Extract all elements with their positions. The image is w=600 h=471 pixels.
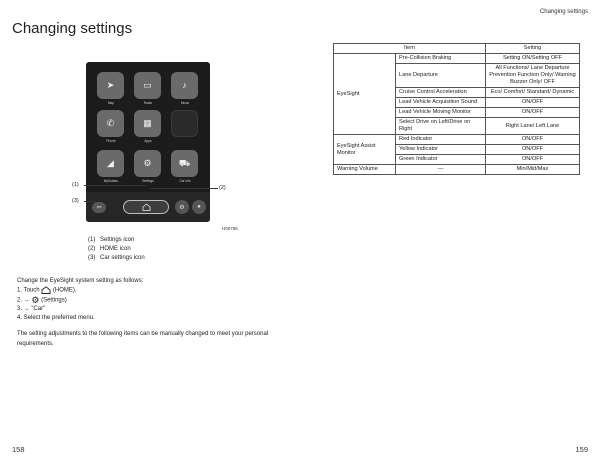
car-icon: ⛟ xyxy=(178,158,191,168)
gear-icon: ⚙ xyxy=(143,158,152,168)
instructions xyxy=(17,277,297,323)
step-1: 1. Touch (HOME). xyxy=(17,287,77,294)
gear-icon: ⚙ xyxy=(31,294,40,305)
apps-tile xyxy=(134,110,161,137)
step-2: 2. → ⚙ (Settings) xyxy=(17,294,67,305)
legend-item: (3) Car settings icon xyxy=(88,255,145,261)
table-row: Lead Vehicle Moving Monitor ON/OFF xyxy=(334,108,580,118)
table-row: Cruise Control Acceleration Eco/ Comfort/ Standard/ Dynamic xyxy=(334,88,580,98)
tile-label: Car Info xyxy=(179,179,191,183)
table-row: Lane Departure All Functions/ Lane Departure Prevention Function Only/ Warning Buzzer Only/ OFF xyxy=(334,64,580,88)
warning-volume-group: Warning Volume xyxy=(334,165,396,175)
infotainment-screen-figure xyxy=(86,62,210,222)
home-icon xyxy=(142,203,151,211)
back-arrow-icon: ⇦ xyxy=(92,202,106,213)
legend-item: (1) Settings icon xyxy=(88,237,135,243)
page-title: Changing settings xyxy=(12,20,133,37)
callout-1: (1) xyxy=(72,182,79,188)
music-tile xyxy=(171,72,198,99)
eyesight-group: EyeSight xyxy=(334,54,396,135)
home-icon xyxy=(41,286,51,294)
tile-label: Settings xyxy=(142,179,154,183)
running-header: Changing settings xyxy=(539,9,588,15)
figure-code: H00756 xyxy=(222,226,238,231)
music-icon: ♪ xyxy=(182,80,187,90)
step-4: 4. Select the preferred menu. xyxy=(17,315,95,322)
assist-monitor-group: EyeSight Assist Monitor xyxy=(334,135,396,165)
tile-label: Phone xyxy=(106,139,116,143)
callout-2-line xyxy=(150,188,218,189)
setting-header: Setting xyxy=(486,44,580,54)
radio-icon: ▭ xyxy=(143,80,152,90)
callout-3-line xyxy=(84,201,96,202)
table-row: Warning Volume — Min/Mid/Max xyxy=(334,165,580,175)
table-row: Select Drive on Left/Drive on Right Right Lane/ Left Lane xyxy=(334,118,580,135)
callout-3: (3) xyxy=(72,198,79,204)
table-row: Green Indicator ON/OFF xyxy=(334,155,580,165)
table-row: EyeSight Assist Monitor Red Indicator ON/OFF xyxy=(334,135,580,145)
car-settings-icon: ⚙ xyxy=(175,200,189,214)
step-3: 3. → "Car" xyxy=(17,306,46,313)
tile-label: MySubaru xyxy=(103,179,119,183)
table-row: Lead Vehicle Acquisition Sound ON/OFF xyxy=(334,98,580,108)
mysubaru-icon: ◢ xyxy=(107,158,114,168)
map-tile xyxy=(97,72,124,99)
phone-tile xyxy=(97,110,124,137)
settings-tile xyxy=(134,150,161,177)
table-row: Yellow Indicator ON/OFF xyxy=(334,145,580,155)
user-icon: ● xyxy=(192,200,206,214)
figure-legend xyxy=(88,236,145,263)
page-number-right: 159 xyxy=(575,445,588,454)
map-icon: ➤ xyxy=(106,80,115,90)
settings-table xyxy=(333,43,580,175)
home-button xyxy=(123,200,169,214)
radio-tile xyxy=(134,72,161,99)
item-header: Item xyxy=(334,44,486,54)
tile-label: Apps xyxy=(144,139,152,143)
tile-label: Radio xyxy=(143,101,153,105)
callout-1-line xyxy=(84,185,146,186)
tile-label: Map xyxy=(107,101,115,105)
mysubaru-tile xyxy=(97,150,124,177)
bottom-bar xyxy=(86,192,210,222)
legend-item: (2) HOME icon xyxy=(88,246,131,252)
adjustment-note: The setting adjustments to the following items can be manually changed to meet your personal requirements. xyxy=(17,331,269,347)
phone-icon: ✆ xyxy=(106,118,115,128)
car-info-tile xyxy=(171,150,198,177)
instructions-intro: Change the EyeSight system setting as follows: xyxy=(17,278,144,284)
blank-tile xyxy=(171,110,198,137)
callout-2: (2) xyxy=(219,185,226,191)
table-row: EyeSight Pre-Collision Braking Setting ON/Setting OFF xyxy=(334,54,580,64)
page-number-left: 158 xyxy=(12,445,25,454)
tile-label: Music xyxy=(180,101,190,105)
apps-icon: ▦ xyxy=(143,118,152,128)
